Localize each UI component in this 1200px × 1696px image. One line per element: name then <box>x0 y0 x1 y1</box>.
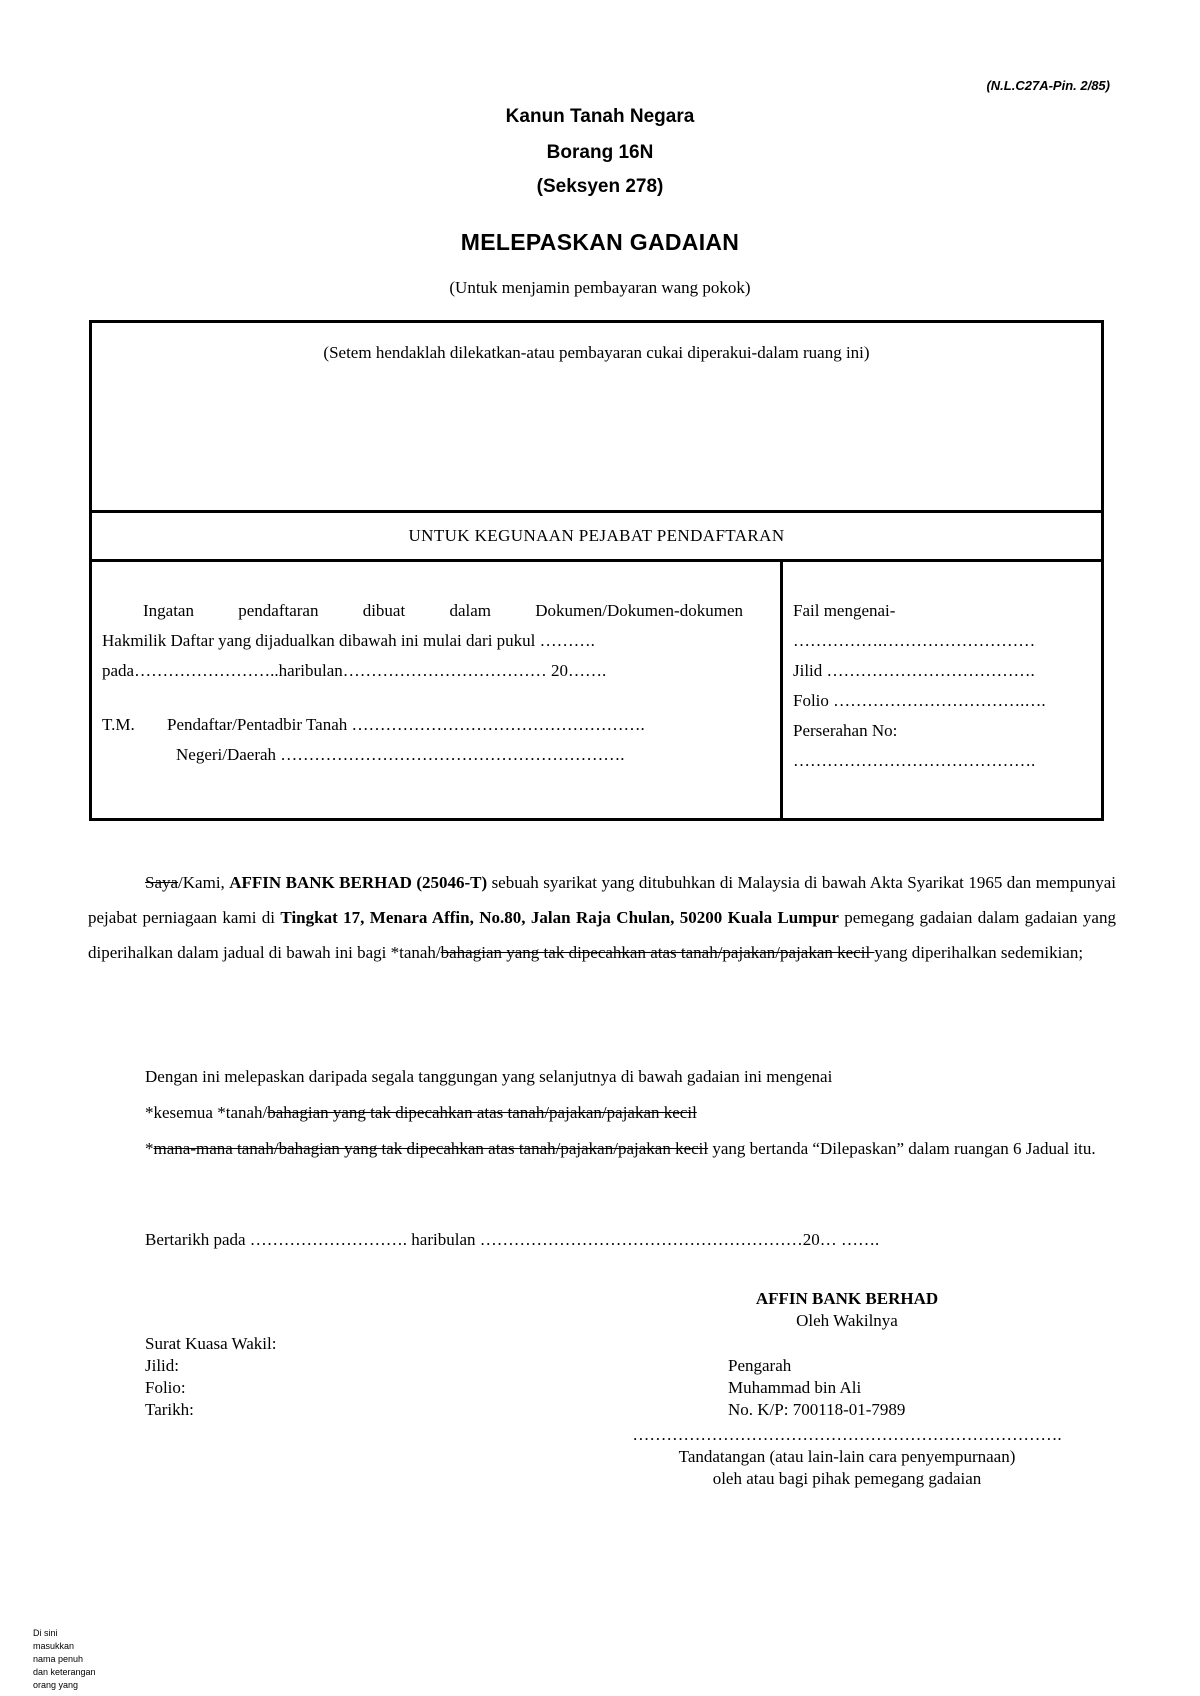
document-subtitle: (Untuk menjamin pembayaran wang pokok) <box>449 278 751 297</box>
office-use-header <box>89 510 1104 562</box>
struck-clause-1: bahagian yang tak dipecahkan atas tanah/pajakan/pajakan kecil <box>440 943 875 962</box>
signatory-bank: AFFIN BANK BERHAD <box>755 1289 939 1308</box>
struck-saya: Saya <box>145 873 179 892</box>
serahan-dots: ……………………………………. <box>793 751 1036 770</box>
signature-caption-2: oleh atau bagi pihak pemegang gadaian <box>712 1469 982 1488</box>
section-number: (Seksyen 278) <box>536 176 664 197</box>
signature-caption-1: Tandatangan (atau lain-lain cara penyempurnaan) <box>678 1447 1016 1466</box>
signatory-id: No. K/P: 700118-01-7989 <box>728 1400 906 1419</box>
memo-line-3: pada……………………..haribulan……………………………… 20……. <box>102 661 607 680</box>
poa-date: Tarikh: <box>145 1400 194 1419</box>
release-option-any: *mana-mana tanah/bahagian yang tak dipecahkan atas tanah/pajakan/pajakan kecil yang bertanda “Dilepaskan” dalam ruangan 6 Jadual itu. <box>145 1139 1096 1158</box>
tm-label: T.M. <box>102 715 135 734</box>
office-use-heading: UNTUK KEGUNAAN PEJABAT PENDAFTARAN <box>408 526 785 545</box>
file-dots: …………….……………………… <box>793 631 1036 650</box>
law-title: Kanun Tanah Negara <box>505 106 695 127</box>
release-option-all: *kesemua *tanah/bahagian yang tak dipecahkan atas tanah/pajakan/pajakan kecil <box>145 1103 697 1122</box>
margin-note-line: Di sini <box>33 1628 58 1638</box>
registration-memo-cell <box>89 559 783 821</box>
poa-jilid: Jilid: <box>145 1356 180 1375</box>
stamp-instruction: (Setem hendaklah dilekatkan-atau pembayaran cukai diperakui-dalam ruang ini) <box>323 343 870 362</box>
dated-line: Bertarikh pada ………………………. haribulan …………………………………………………20… ……. <box>145 1230 880 1249</box>
file-reference-cell <box>780 559 1104 821</box>
file-label: Fail mengenai- <box>793 601 896 620</box>
signature-line: …………………………………………………………………. <box>632 1425 1062 1444</box>
jilid-line: Jilid ………………………………. <box>793 661 1035 680</box>
form-reference: (N.L.C27A-Pin. 2/85) <box>986 78 1110 93</box>
bank-address: Tingkat 17, Menara Affin, No.80, Jalan Raja Chulan, 50200 Kuala Lumpur <box>280 908 839 927</box>
registrar-line: Pendaftar/Pentadbir Tanah ……………………………………………. <box>167 715 645 734</box>
document-title: MELEPASKAN GADAIAN <box>460 229 740 255</box>
margin-note-line: orang yang <box>33 1680 79 1690</box>
memo-line-1: Ingatan pendaftaran dibuat dalam Dokumen/Dokumen-dokumen <box>143 601 743 620</box>
margin-note-line: masukkan <box>33 1641 75 1651</box>
release-statement: Dengan ini melepaskan daripada segala tanggungan yang selanjutnya di bawah gadaian ini mengenai <box>145 1067 833 1086</box>
signatory-role: Pengarah <box>728 1356 792 1375</box>
folio-line: Folio …………………………….…. <box>793 691 1046 710</box>
margin-note-line: nama penuh <box>33 1654 84 1664</box>
memo-line-2: Hakmilik Daftar yang dijadualkan dibawah ini mulai dari pukul ………. <box>102 631 595 650</box>
poa-label: Surat Kuasa Wakil: <box>145 1334 277 1353</box>
margin-note-line: dan keterangan <box>33 1667 96 1677</box>
signatory-by: Oleh Wakilnya <box>796 1311 898 1330</box>
state-district-line: Negeri/Daerah ……………………………………………………. <box>176 745 625 764</box>
serahan-label: Perserahan No: <box>793 721 898 740</box>
poa-folio: Folio: <box>145 1378 186 1397</box>
chargee-paragraph: Saya/Kami, AFFIN BANK BERHAD (25046-T) sebuah syarikat yang ditubuhkan di Malaysia di bawah Akta Syarikat 1965 dan mempunyai pejabat perniagaan kami di Tingkat 17, Menara Affin, No.80, Jalan Raja Chulan, 50200 Kuala Lumpur pemegang gadaian dalam gadaian yang diperihalkan dalam jadual di bawah ini bagi *tanah/bahagian yang tak dipecahkan atas tanah/pajakan/pajakan kecil yang diperihalkan sedemikian; <box>88 873 1116 962</box>
bank-name: AFFIN BANK BERHAD (25046-T) <box>229 873 488 892</box>
form-number: Borang 16N <box>546 142 654 163</box>
signatory-name: Muhammad bin Ali <box>728 1378 862 1397</box>
stamp-box <box>89 320 1104 513</box>
margin-note <box>33 1627 96 1692</box>
